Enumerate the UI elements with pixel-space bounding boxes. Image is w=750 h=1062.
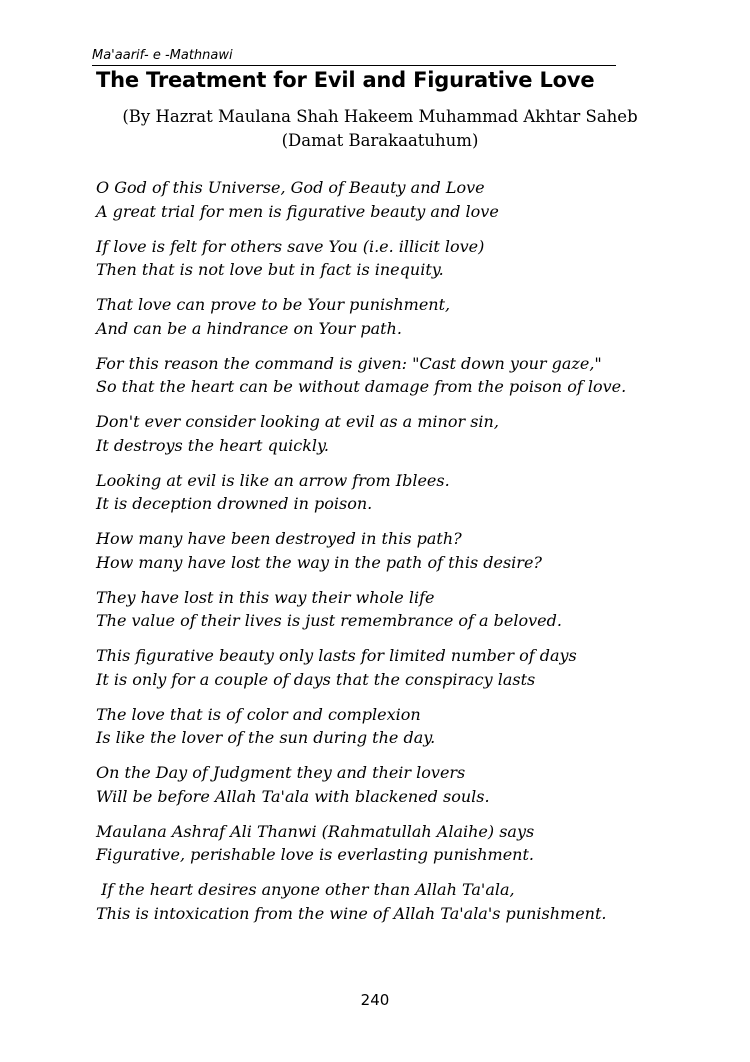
stanza <box>96 644 656 691</box>
verse-line: It destroys the heart quickly. <box>96 435 330 455</box>
verse-line: A great trial for men is figurative beauty and love <box>96 201 499 221</box>
verse-line: If love is felt for others save You (i.e. illicit love) <box>96 236 485 256</box>
stanza <box>96 293 656 340</box>
verse-line: They have lost in this way their whole life <box>96 587 435 607</box>
verse-line: It is only for a couple of days that the conspiracy lasts <box>96 669 536 689</box>
verse-line: That love can prove to be Your punishment, <box>96 295 451 314</box>
verse-line: The value of their lives is just remembrance of a beloved. <box>96 611 562 630</box>
verse-line: If the heart desires anyone other than Allah Ta'ala, <box>96 880 515 899</box>
verse-line: On the Day of Judgment they and their lovers <box>96 763 466 782</box>
stanza <box>96 586 656 633</box>
stanza <box>96 235 656 282</box>
verse-line: How many have been destroyed in this path? <box>96 529 462 548</box>
verse-line: Is like the lover of the sun during the day. <box>96 728 436 747</box>
running-header: Ma'aarif- e -Mathnawi <box>92 47 616 66</box>
verse-line: And can be a hindrance on Your path. <box>96 318 402 338</box>
verse-line: Figurative, perishable love is everlasting punishment. <box>96 845 534 864</box>
stanza <box>96 410 656 457</box>
verse-line: This figurative beauty only lasts for limited number of days <box>96 646 577 665</box>
verse-line: For this reason the command is given: "Cast down your gaze," <box>96 353 602 373</box>
verse-line: The love that is of color and complexion <box>96 704 421 724</box>
verse-line: It is deception drowned in poison. <box>96 494 373 513</box>
byline-honorific: (Damat Barakaatuhum) <box>281 131 479 150</box>
verse-line: Don't ever consider looking at evil as a minor sin, <box>96 412 499 431</box>
verse-line: Will be before Allah Ta'ala with blackened souls. <box>96 786 490 806</box>
poem-body <box>96 176 656 937</box>
stanza <box>96 527 656 574</box>
verse-line: Then that is not love but in fact is inequity. <box>96 260 444 279</box>
verse-line: This is intoxication from the wine of Allah Ta'ala's punishment. <box>96 903 607 923</box>
verse-line: Maulana Ashraf Ali Thanwi (Rahmatullah Alaihe) says <box>96 821 535 841</box>
verse-line: O God of this Universe, God of Beauty and Love <box>96 178 485 197</box>
author-byline <box>90 105 670 153</box>
stanza <box>96 820 656 867</box>
verse-line: Looking at evil is like an arrow from Iblees. <box>96 470 450 490</box>
verse-line: How many have lost the way in the path of this desire? <box>96 552 542 572</box>
verse-line: So that the heart can be without damage from the poison of love. <box>96 377 627 396</box>
stanza <box>96 761 656 808</box>
byline-author: (By Hazrat Maulana Shah Hakeem Muhammad Akhtar Saheb <box>122 107 638 126</box>
page-title: The Treatment for Evil and Figurative Love <box>96 68 595 92</box>
stanza <box>96 352 656 399</box>
stanza <box>96 878 656 925</box>
stanza <box>96 703 656 750</box>
page-number: 240 <box>360 991 390 1009</box>
stanza <box>96 176 656 223</box>
stanza <box>96 469 656 516</box>
